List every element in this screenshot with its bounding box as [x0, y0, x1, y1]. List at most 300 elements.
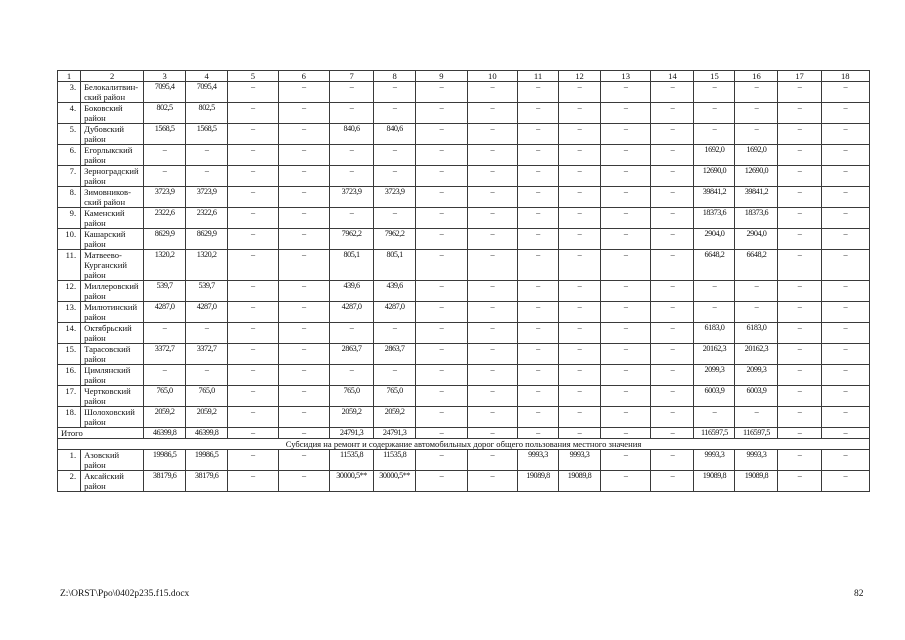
value-cell: – — [416, 82, 467, 103]
value-cell: – — [518, 344, 559, 365]
value-cell: 9993,3 — [694, 450, 735, 471]
value-cell: – — [228, 407, 278, 428]
value-cell: – — [416, 323, 467, 344]
value-cell: 6003,9 — [735, 386, 778, 407]
value-cell: – — [518, 166, 559, 187]
value-cell: 805,1 — [374, 250, 416, 281]
value-cell: 12690,0 — [735, 166, 778, 187]
value-cell: 7095,4 — [144, 82, 186, 103]
column-number-cell: 10 — [467, 71, 517, 82]
value-cell: – — [228, 229, 278, 250]
value-cell: – — [278, 82, 329, 103]
value-cell: – — [467, 344, 517, 365]
value-cell: – — [778, 471, 821, 492]
value-cell: – — [821, 124, 869, 145]
row-number-cell: 15. — [58, 344, 81, 365]
value-cell: – — [374, 365, 416, 386]
value-cell: – — [467, 281, 517, 302]
value-cell: 1692,0 — [694, 145, 735, 166]
value-cell: – — [694, 407, 735, 428]
value-cell: – — [558, 229, 600, 250]
value-cell: – — [821, 103, 869, 124]
value-cell: – — [821, 208, 869, 229]
value-cell: – — [416, 281, 467, 302]
value-cell: – — [821, 323, 869, 344]
value-cell: 7095,4 — [186, 82, 228, 103]
value-cell: – — [821, 187, 869, 208]
value-cell: 19986,5 — [144, 450, 186, 471]
row-number-cell: 3. — [58, 82, 81, 103]
value-cell: – — [374, 166, 416, 187]
row-number-cell: 8. — [58, 187, 81, 208]
value-cell: – — [821, 281, 869, 302]
value-cell: 802,5 — [144, 103, 186, 124]
district-name-cell: Тарасовский район — [81, 344, 144, 365]
value-cell: – — [228, 145, 278, 166]
value-cell: – — [518, 323, 559, 344]
value-cell: 30000,5** — [374, 471, 416, 492]
column-number-row — [58, 71, 870, 82]
value-cell: – — [821, 365, 869, 386]
value-cell: – — [778, 208, 821, 229]
district-name-cell: Белокалитвин-ский район — [81, 82, 144, 103]
district-name-cell: Зимовников-ский район — [81, 187, 144, 208]
value-cell: – — [278, 365, 329, 386]
value-cell: – — [228, 187, 278, 208]
value-cell: – — [651, 281, 694, 302]
value-cell: – — [228, 386, 278, 407]
value-cell: 12690,0 — [694, 166, 735, 187]
value-cell: 19089,8 — [518, 471, 559, 492]
value-cell: – — [651, 124, 694, 145]
value-cell: 8629,9 — [186, 229, 228, 250]
value-cell: – — [228, 344, 278, 365]
value-cell: – — [651, 145, 694, 166]
column-number-cell: 7 — [330, 71, 374, 82]
total-value-cell: – — [228, 428, 278, 439]
value-cell: – — [558, 103, 600, 124]
value-cell: – — [694, 302, 735, 323]
value-cell: – — [651, 471, 694, 492]
value-cell: – — [518, 386, 559, 407]
value-cell: – — [518, 82, 559, 103]
page-number: 82 — [854, 589, 864, 599]
value-cell: – — [416, 208, 467, 229]
value-cell: – — [186, 166, 228, 187]
value-cell: – — [735, 82, 778, 103]
value-cell: – — [558, 145, 600, 166]
value-cell: 1320,2 — [144, 250, 186, 281]
district-name-cell: Октябрьский район — [81, 323, 144, 344]
value-cell: 39841,2 — [735, 187, 778, 208]
value-cell: – — [558, 407, 600, 428]
table-row — [58, 103, 870, 124]
value-cell: – — [467, 82, 517, 103]
value-cell: – — [144, 323, 186, 344]
value-cell: – — [228, 450, 278, 471]
value-cell: – — [651, 250, 694, 281]
value-cell: 840,6 — [374, 124, 416, 145]
value-cell: – — [330, 365, 374, 386]
table-row — [58, 386, 870, 407]
value-cell: 11535,8 — [374, 450, 416, 471]
value-cell: – — [416, 344, 467, 365]
value-cell: – — [467, 250, 517, 281]
value-cell: 2099,3 — [735, 365, 778, 386]
value-cell: – — [228, 124, 278, 145]
value-cell: – — [651, 386, 694, 407]
value-cell: 19089,8 — [694, 471, 735, 492]
value-cell: – — [467, 145, 517, 166]
district-name-cell: Аксайский район — [81, 471, 144, 492]
total-value-cell: – — [821, 428, 869, 439]
value-cell: – — [694, 82, 735, 103]
value-cell: – — [778, 386, 821, 407]
total-value-cell: 116597,5 — [694, 428, 735, 439]
value-cell: – — [518, 229, 559, 250]
value-cell: – — [821, 229, 869, 250]
value-cell: – — [467, 471, 517, 492]
value-cell: 539,7 — [144, 281, 186, 302]
value-cell: – — [374, 103, 416, 124]
value-cell: – — [601, 386, 651, 407]
value-cell: – — [518, 145, 559, 166]
value-cell: – — [601, 82, 651, 103]
total-value-cell: – — [601, 428, 651, 439]
value-cell: – — [144, 365, 186, 386]
column-number-cell: 14 — [651, 71, 694, 82]
value-cell: – — [601, 471, 651, 492]
total-value-cell: 24791,3 — [374, 428, 416, 439]
value-cell: – — [601, 124, 651, 145]
value-cell: – — [735, 124, 778, 145]
value-cell: – — [821, 386, 869, 407]
value-cell: 39841,2 — [694, 187, 735, 208]
row-number-cell: 16. — [58, 365, 81, 386]
value-cell: – — [601, 450, 651, 471]
row-number-cell: 17. — [58, 386, 81, 407]
total-value-cell: – — [416, 428, 467, 439]
value-cell: – — [651, 208, 694, 229]
value-cell: – — [821, 407, 869, 428]
value-cell: 9993,3 — [518, 450, 559, 471]
value-cell: 4287,0 — [144, 302, 186, 323]
value-cell: – — [278, 281, 329, 302]
value-cell: – — [651, 103, 694, 124]
value-cell: – — [778, 187, 821, 208]
value-cell: – — [778, 166, 821, 187]
value-cell: – — [330, 103, 374, 124]
column-number-cell: 18 — [821, 71, 869, 82]
value-cell: 6183,0 — [694, 323, 735, 344]
column-number-cell: 8 — [374, 71, 416, 82]
value-cell: – — [186, 145, 228, 166]
data-table — [57, 70, 870, 492]
value-cell: – — [651, 302, 694, 323]
value-cell: – — [278, 103, 329, 124]
value-cell: – — [821, 166, 869, 187]
value-cell: – — [778, 302, 821, 323]
value-cell: – — [694, 103, 735, 124]
value-cell: – — [278, 407, 329, 428]
row-number-cell: 9. — [58, 208, 81, 229]
row-number-cell: 11. — [58, 250, 81, 281]
value-cell: 11535,8 — [330, 450, 374, 471]
value-cell: – — [558, 281, 600, 302]
value-cell: – — [778, 103, 821, 124]
value-cell: – — [601, 166, 651, 187]
value-cell: 19986,5 — [186, 450, 228, 471]
value-cell: – — [416, 229, 467, 250]
value-cell: – — [467, 386, 517, 407]
value-cell: 3723,9 — [374, 187, 416, 208]
value-cell: – — [601, 250, 651, 281]
value-cell: 7962,2 — [374, 229, 416, 250]
value-cell: – — [821, 450, 869, 471]
value-cell: – — [778, 344, 821, 365]
value-cell: 6648,2 — [694, 250, 735, 281]
value-cell: 1320,2 — [186, 250, 228, 281]
row-number-cell: 13. — [58, 302, 81, 323]
value-cell: 3723,9 — [186, 187, 228, 208]
total-value-cell: – — [467, 428, 517, 439]
column-number-cell: 13 — [601, 71, 651, 82]
district-name-cell: Егорлыкский район — [81, 145, 144, 166]
value-cell: – — [228, 166, 278, 187]
table-row — [58, 166, 870, 187]
value-cell: 38179,6 — [186, 471, 228, 492]
table-row — [58, 323, 870, 344]
total-value-cell: 24791,3 — [330, 428, 374, 439]
value-cell: 4287,0 — [186, 302, 228, 323]
table-row — [58, 344, 870, 365]
value-cell: – — [651, 323, 694, 344]
table-row — [58, 187, 870, 208]
value-cell: 9993,3 — [558, 450, 600, 471]
value-cell: 6648,2 — [735, 250, 778, 281]
value-cell: – — [278, 386, 329, 407]
value-cell: – — [651, 365, 694, 386]
value-cell: – — [330, 145, 374, 166]
value-cell: – — [278, 229, 329, 250]
value-cell: – — [601, 208, 651, 229]
value-cell: 3372,7 — [144, 344, 186, 365]
column-number-cell: 12 — [558, 71, 600, 82]
column-number-cell: 11 — [518, 71, 559, 82]
value-cell: – — [821, 471, 869, 492]
value-cell: – — [735, 281, 778, 302]
row-number-cell: 1. — [58, 450, 81, 471]
value-cell: – — [416, 450, 467, 471]
value-cell: – — [467, 323, 517, 344]
value-cell: – — [601, 103, 651, 124]
value-cell: 2059,2 — [186, 407, 228, 428]
value-cell: – — [778, 407, 821, 428]
value-cell: – — [778, 281, 821, 302]
district-name-cell: Цимлянский район — [81, 365, 144, 386]
row-number-cell: 18. — [58, 407, 81, 428]
value-cell: – — [228, 82, 278, 103]
total-value-cell: 46399,8 — [186, 428, 228, 439]
value-cell: – — [228, 323, 278, 344]
value-cell: 4287,0 — [374, 302, 416, 323]
value-cell: – — [601, 365, 651, 386]
value-cell: 38179,6 — [144, 471, 186, 492]
value-cell: 765,0 — [330, 386, 374, 407]
value-cell: 3723,9 — [144, 187, 186, 208]
value-cell: – — [821, 250, 869, 281]
row-number-cell: 5. — [58, 124, 81, 145]
district-name-cell: Милютинский район — [81, 302, 144, 323]
value-cell: – — [821, 145, 869, 166]
total-value-cell: 116597,5 — [735, 428, 778, 439]
district-name-cell: Чертковский район — [81, 386, 144, 407]
value-cell: – — [144, 145, 186, 166]
row-number-cell: 4. — [58, 103, 81, 124]
column-number-cell: 1 — [58, 71, 81, 82]
row-number-cell: 10. — [58, 229, 81, 250]
total-value-cell: – — [518, 428, 559, 439]
column-number-cell: 3 — [144, 71, 186, 82]
table-row — [58, 229, 870, 250]
value-cell: – — [821, 344, 869, 365]
value-cell: 19089,8 — [558, 471, 600, 492]
value-cell: – — [228, 302, 278, 323]
value-cell: – — [558, 302, 600, 323]
value-cell: – — [278, 450, 329, 471]
value-cell: – — [601, 302, 651, 323]
value-cell: – — [416, 250, 467, 281]
district-name-cell: Азовский район — [81, 450, 144, 471]
district-name-cell: Каменский район — [81, 208, 144, 229]
value-cell: – — [278, 145, 329, 166]
value-cell: – — [416, 407, 467, 428]
value-cell: – — [467, 302, 517, 323]
value-cell: – — [278, 471, 329, 492]
value-cell: – — [278, 166, 329, 187]
value-cell: – — [558, 166, 600, 187]
value-cell: 20162,3 — [735, 344, 778, 365]
column-number-cell: 4 — [186, 71, 228, 82]
value-cell: – — [821, 82, 869, 103]
total-value-cell: 46399,8 — [144, 428, 186, 439]
total-value-cell: – — [778, 428, 821, 439]
value-cell: – — [778, 450, 821, 471]
value-cell: 765,0 — [186, 386, 228, 407]
column-number-cell: 16 — [735, 71, 778, 82]
value-cell: – — [330, 323, 374, 344]
value-cell: – — [558, 344, 600, 365]
value-cell: – — [778, 82, 821, 103]
total-value-cell: – — [558, 428, 600, 439]
value-cell: 765,0 — [144, 386, 186, 407]
value-cell: – — [467, 229, 517, 250]
value-cell: 2863,7 — [330, 344, 374, 365]
value-cell: 9993,3 — [735, 450, 778, 471]
value-cell: 1568,5 — [144, 124, 186, 145]
value-cell: – — [416, 302, 467, 323]
table-row — [58, 471, 870, 492]
district-name-cell: Миллеровский район — [81, 281, 144, 302]
value-cell: – — [558, 250, 600, 281]
value-cell: 840,6 — [330, 124, 374, 145]
value-cell: – — [558, 386, 600, 407]
value-cell: – — [228, 365, 278, 386]
value-cell: – — [186, 365, 228, 386]
column-number-cell: 15 — [694, 71, 735, 82]
value-cell: 539,7 — [186, 281, 228, 302]
value-cell: – — [278, 187, 329, 208]
district-name-cell: Матвеево-Курганский район — [81, 250, 144, 281]
row-number-cell: 2. — [58, 471, 81, 492]
value-cell: 1568,5 — [186, 124, 228, 145]
value-cell: 7962,2 — [330, 229, 374, 250]
value-cell: – — [601, 145, 651, 166]
value-cell: – — [735, 407, 778, 428]
value-cell: – — [651, 450, 694, 471]
table-row — [58, 82, 870, 103]
section-title-cell: Субсидия на ремонт и содержание автомобильных дорог общего пользования местного значения — [58, 439, 870, 450]
column-number-cell: 6 — [278, 71, 329, 82]
row-number-cell: 6. — [58, 145, 81, 166]
value-cell: 439,6 — [330, 281, 374, 302]
total-row — [58, 428, 870, 439]
value-cell: – — [821, 302, 869, 323]
value-cell: – — [778, 145, 821, 166]
value-cell: – — [416, 365, 467, 386]
value-cell: – — [228, 103, 278, 124]
district-name-cell: Боковский район — [81, 103, 144, 124]
column-number-cell: 2 — [81, 71, 144, 82]
value-cell: – — [558, 124, 600, 145]
value-cell: – — [518, 281, 559, 302]
column-number-cell: 5 — [228, 71, 278, 82]
value-cell: – — [278, 344, 329, 365]
value-cell: – — [778, 323, 821, 344]
row-number-cell: 12. — [58, 281, 81, 302]
value-cell: – — [330, 208, 374, 229]
value-cell: – — [518, 124, 559, 145]
value-cell: – — [416, 103, 467, 124]
value-cell: – — [374, 82, 416, 103]
value-cell: – — [467, 166, 517, 187]
district-name-cell: Зерноградский район — [81, 166, 144, 187]
value-cell: 4287,0 — [330, 302, 374, 323]
value-cell: 805,1 — [330, 250, 374, 281]
value-cell: – — [416, 166, 467, 187]
value-cell: 2904,0 — [735, 229, 778, 250]
value-cell: – — [228, 281, 278, 302]
district-name-cell: Дубовский район — [81, 124, 144, 145]
value-cell: – — [278, 250, 329, 281]
value-cell: – — [558, 187, 600, 208]
district-name-cell: Кашарский район — [81, 229, 144, 250]
value-cell: 1692,0 — [735, 145, 778, 166]
row-number-cell: 14. — [58, 323, 81, 344]
value-cell: – — [601, 344, 651, 365]
value-cell: – — [518, 302, 559, 323]
value-cell: 2099,3 — [694, 365, 735, 386]
value-cell: – — [467, 124, 517, 145]
table-row — [58, 250, 870, 281]
section-title-row — [58, 439, 870, 450]
value-cell: 2904,0 — [694, 229, 735, 250]
value-cell: – — [694, 124, 735, 145]
value-cell: – — [558, 208, 600, 229]
value-cell: – — [416, 145, 467, 166]
value-cell: – — [467, 208, 517, 229]
value-cell: – — [601, 407, 651, 428]
